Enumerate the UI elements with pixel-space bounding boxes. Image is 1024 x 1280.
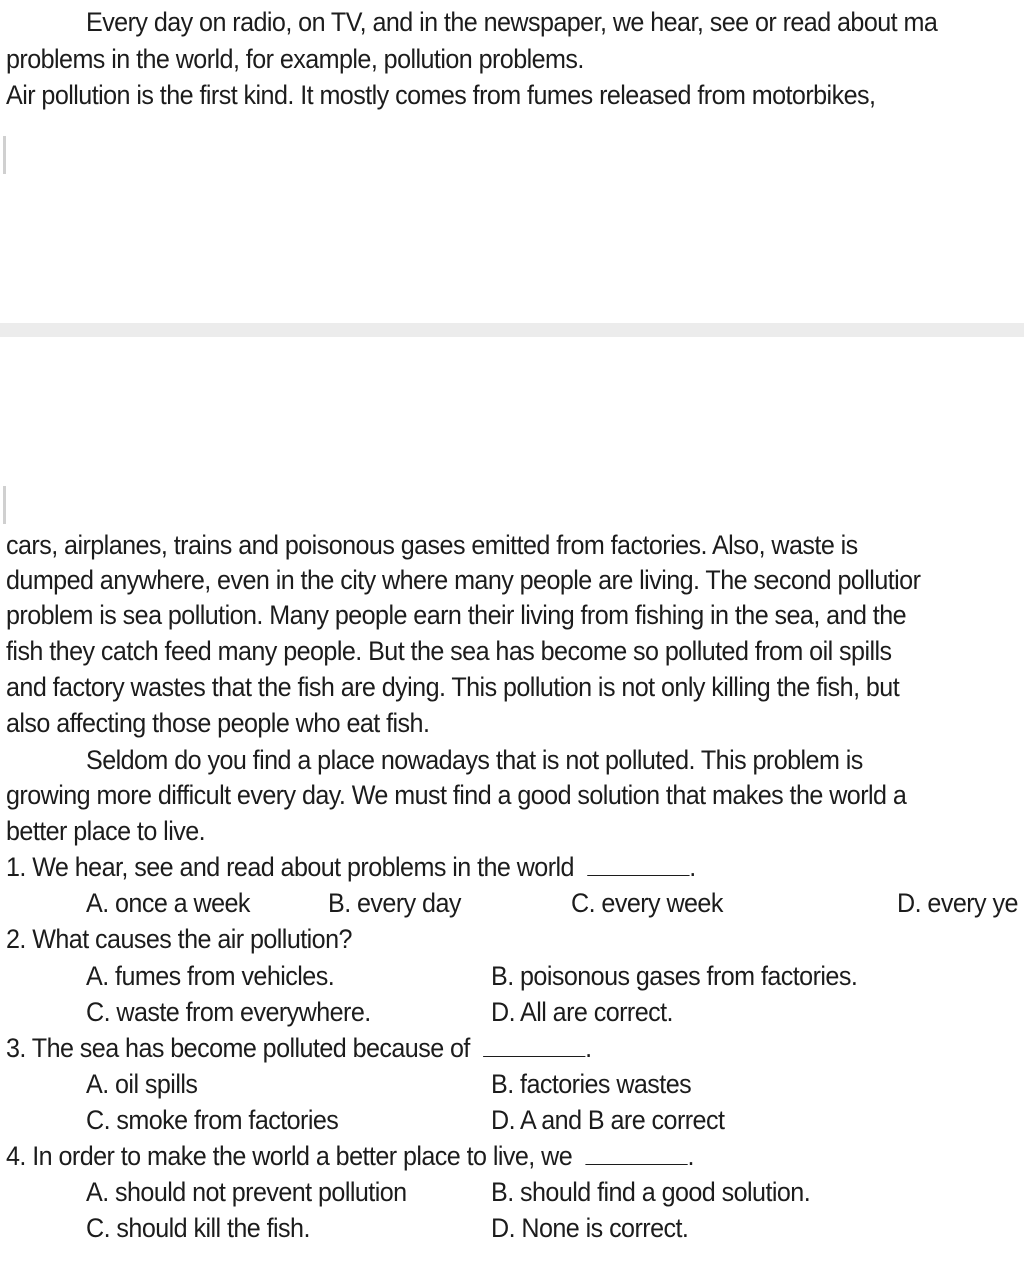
question-stem: [6, 1138, 694, 1174]
question-3-text: 3. The sea has become polluted because of: [6, 1033, 470, 1063]
option-c: C. smoke from factories: [86, 1105, 339, 1135]
option-d: D. every ye: [897, 888, 1018, 918]
page-top-edge: [0, 0, 1024, 2]
question-tail: .: [585, 1033, 592, 1063]
text-cursor-marker: [3, 136, 6, 174]
passage-line: and factory wastes that the fish are dying. This pollution is not only killing the fish, but: [6, 672, 900, 702]
option-b: B. every day: [328, 888, 461, 918]
passage-line: cars, airplanes, trains and poisonous gases emitted from factories. Also, waste is: [6, 530, 858, 560]
question-stem: [6, 849, 696, 885]
option-d: D. All are correct.: [491, 997, 673, 1027]
question-4-text: 4. In order to make the world a better place to live, we: [6, 1141, 573, 1171]
text-cursor-marker: [3, 486, 6, 524]
passage-line: also affecting those people who eat fish.: [6, 708, 430, 738]
option-b: B. poisonous gases from factories.: [491, 961, 858, 991]
passage-line: problems in the world, for example, pollution problems.: [6, 44, 584, 74]
passage-line: better place to live.: [6, 816, 206, 846]
answer-blank: [587, 853, 689, 876]
passage-line: dumped anywhere, even in the city where many people are living. The second pollutior: [6, 565, 921, 595]
option-a: A. once a week: [86, 888, 250, 918]
passage-line: fish they catch feed many people. But the sea has become so polluted from oil spills: [6, 636, 892, 666]
answer-blank: [585, 1142, 687, 1165]
option-c: C. waste from everywhere.: [86, 997, 371, 1027]
option-c: C. should kill the fish.: [86, 1213, 310, 1243]
page-break-divider: [0, 323, 1024, 337]
option-b: B. should find a good solution.: [491, 1177, 811, 1207]
question-tail: .: [687, 1141, 694, 1171]
passage-line: growing more difficult every day. We must find a good solution that makes the world a: [6, 780, 907, 810]
option-a: A. fumes from vehicles.: [86, 961, 335, 991]
question-tail: .: [689, 852, 696, 882]
option-d: D. None is correct.: [491, 1213, 689, 1243]
answer-blank: [483, 1034, 585, 1057]
passage-line: problem is sea pollution. Many people earn their living from fishing in the sea, and the: [6, 600, 907, 630]
passage-line: Air pollution is the first kind. It mostly comes from fumes released from motorbikes,: [6, 80, 876, 110]
option-a: A. oil spills: [86, 1069, 198, 1099]
option-c: C. every week: [571, 888, 723, 918]
option-d: D. A and B are correct: [491, 1105, 725, 1135]
option-b: B. factories wastes: [491, 1069, 692, 1099]
question-stem: 2. What causes the air pollution?: [6, 924, 352, 954]
question-stem: [6, 1030, 592, 1066]
question-1-text: 1. We hear, see and read about problems in the world: [6, 852, 574, 882]
option-a: A. should not prevent pollution: [86, 1177, 407, 1207]
passage-line: Every day on radio, on TV, and in the newspaper, we hear, see or read about ma: [86, 7, 938, 37]
passage-line: Seldom do you find a place nowadays that is not polluted. This problem is: [86, 745, 863, 775]
